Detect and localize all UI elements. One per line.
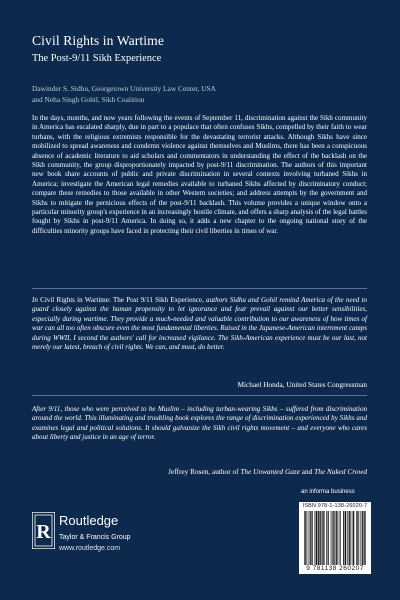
section-divider xyxy=(32,288,367,289)
book-subtitle: The Post-9/11 Sikh Experience xyxy=(32,53,162,64)
review-rosen: After 9/11, those who were perceived to be Muslim – including turban-wearing Sikhs – suffered from discrimination around the world. This illuminating and troubling book explores the range of discrimination experienced by Sikhs and examines legal and political solutions. It should galvanize the Sikh civil rights movement – and everyone who cares about liberty and justice in an age of terror. xyxy=(32,405,367,442)
attribution-work: The Naked Crowd xyxy=(314,467,367,476)
barcode-image xyxy=(304,511,366,565)
barcode-digits: 9 781138 260207 xyxy=(306,565,364,572)
review-book-title: Civil Rights in Wartime: The Post 9/11 Sikh Experience xyxy=(40,296,203,304)
attribution-work: The Unwanted Gaze xyxy=(240,467,300,476)
author-line-1: Dawinder S. Sidhu, Georgetown University Law Center, USA xyxy=(32,84,216,93)
publisher-group: Taylor & Francis Group xyxy=(59,534,131,541)
logo-letter: R xyxy=(36,521,51,543)
informa-tagline: an informa business xyxy=(301,489,355,495)
review-attribution: Michael Honda, United States Congressman xyxy=(237,380,367,389)
publisher-name: Routledge xyxy=(59,513,119,528)
isbn-label: ISBN 978-1-138-26020-7 xyxy=(302,503,368,509)
review-honda xyxy=(32,296,367,352)
section-divider xyxy=(32,395,367,396)
book-blurb: In the days, months, and now years following the events of September 11, discrimination against the Sikh community in America has escalated sharply, due in part to a populace that often confuses Sikhs, compelled by their faith to wear turbans, with the religious extremists responsible for the devastating terrorist attacks. Although Sikhs have since mobilized to spread awareness and condemn violence against themselves and Muslims, there has been a conspicuous absence of academic literature to aid scholars and commentators in understanding the effect of the backlash on the Sikh community, the group disproportionately impacted by post-9/11 discrimination. The authors of this important new book share accounts of public and private discrimination in several contexts involving turbaned Sikhs in America; investigate the American legal remedies available to turbaned Sikhs affected by discriminatory conduct; compare these remedies to those available in other Western societies; and address attempts by the government and Sikhs to mitigate the pernicious effects of the post-9/11 backlash. This volume provides a unique window onto a particular minority group's experience in an increasingly hostile climate, and offers a sharp analysis of the legal battles fought by Sikhs in post-9/11 America. In doing so, it adds a new chapter to the ongoing national story of the difficulties minority groups have faced in protecting their civil liberties in times of war. xyxy=(32,114,367,235)
attribution-prefix: Jeffrey Rosen, author of xyxy=(168,467,241,476)
author-line-2: and Neha Singh Gohil, Sikh Coalition xyxy=(32,95,145,104)
publisher-url: www.routledge.com xyxy=(59,545,121,552)
barcode-panel xyxy=(299,502,371,574)
review-body: , authors Sidhu and Gohil remind America of the need to guard closely against the human propensity to let ignorance and fear prevail against our better sensibilities, especially during wartime. They provide a much-needed and valuable contribution to our awareness of how times of war can all too often obscure even the most fundamental liberties. Raised in the Japanese-American internment camps during WWII, I second the authors' call for increased vigilance. The Sikh-American experience must be our last, not merely our latest, breach of civil rights. We can, and must, do better. xyxy=(32,296,367,352)
attribution-join: and xyxy=(299,467,315,476)
routledge-logo-icon xyxy=(32,512,55,549)
review-attribution xyxy=(168,467,367,476)
book-title: Civil Rights in Wartime xyxy=(32,33,164,48)
review-lead: In xyxy=(32,296,41,304)
